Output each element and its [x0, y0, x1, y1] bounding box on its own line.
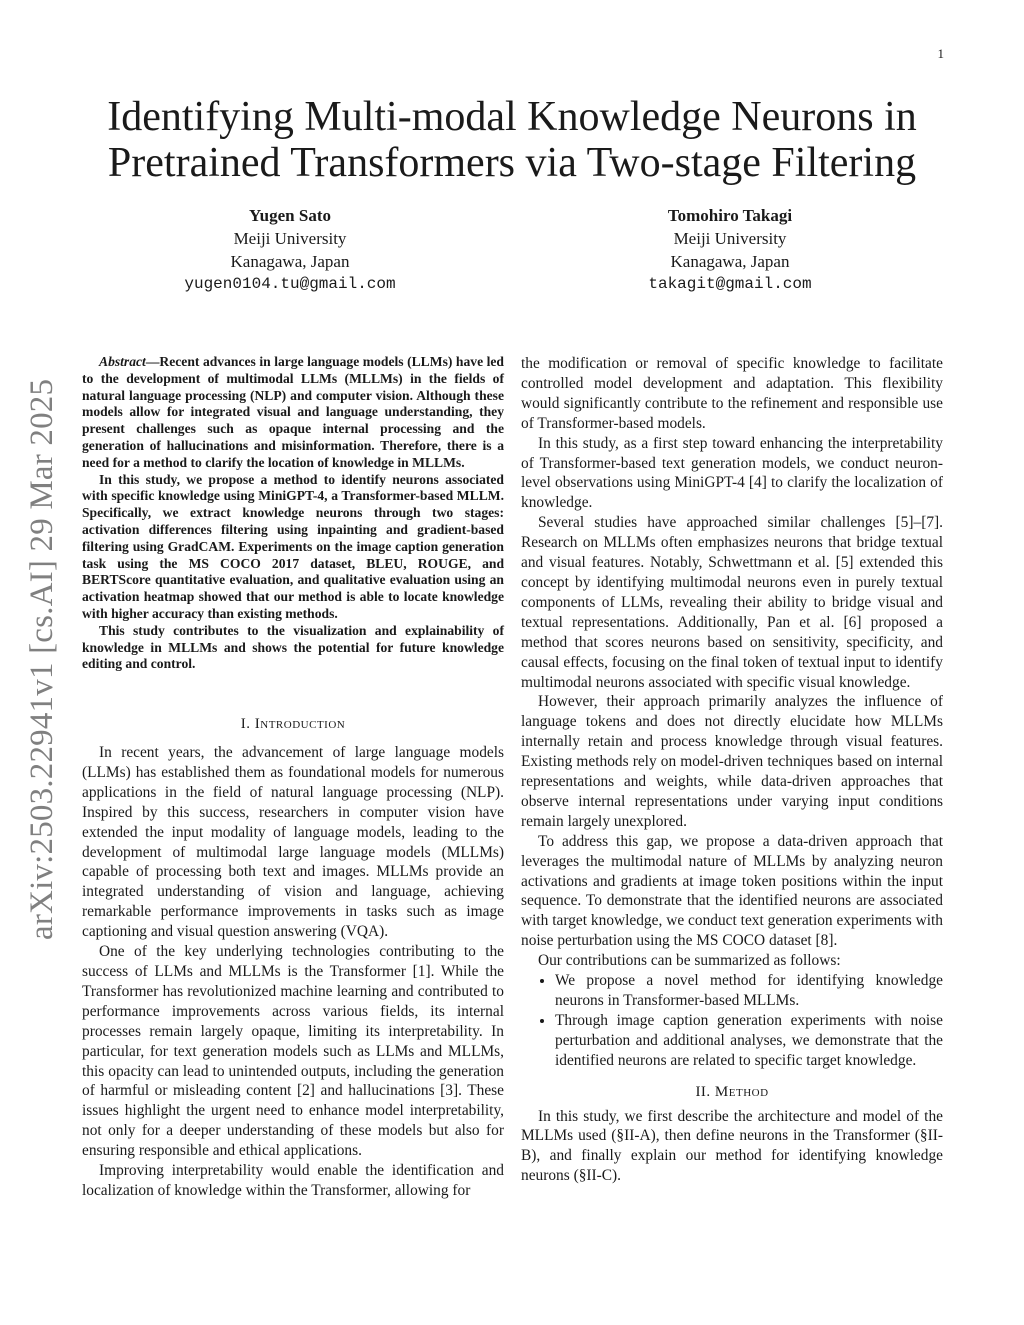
author-email: takagit@gmail.com: [648, 275, 812, 293]
author-name: Yugen Sato: [248, 206, 332, 225]
body-paragraph: However, their approach primarily analyzes the influence of language tokens and does not directly elucidate how MLLMs internally retain and process knowledge through visual features. Existing methods rely on model-driven techniques based on internal representations and weights, while data-driven approaches that observe internal representations under varying input conditions remain largely unexplored.: [521, 693, 943, 830]
list-item: • Through image caption generation experiments with noise perturbation and additional analyses, we demonstrate that the identified neurons are related to specific target knowledge.: [555, 1011, 943, 1071]
body-paragraph: To address this gap, we propose a data-driven approach that leverages the multimodal nature of MLLMs by analyzing neuron activations and gradients at image token positions within the input sequence. To demonstrate that the identified neurons are associated with target knowledge, we conduct text generation experiments with noise perturbation using the MS COCO dataset [8].: [521, 832, 943, 950]
left-column: [82, 354, 504, 1201]
section-heading-method: II. Method: [695, 1083, 769, 1100]
body-paragraph: One of the key underlying technologies contributing to the success of LLMs and MLLMs is the Transformer [1]. While the Transformer has revolutionized machine learning and contributed to performance improvements across various fields, its internal processes remain largely opaque, limiting its interpretability. In particular, for text generation models such as LLMs and MLLMs, this opacity can lead to unintended outputs, including the generation of harmful or misleading content [2] and hallucinations [3]. These issues highlight the urgent need to enhance model interpretability, not only for a deeper understanding of these models but also for ensuring responsible and ethical applications.: [82, 943, 504, 1160]
abstract-label: Abstract: [99, 354, 146, 369]
author-1: [170, 204, 410, 296]
author-location: Kanagawa, Japan: [230, 252, 350, 271]
author-location: Kanagawa, Japan: [670, 252, 790, 271]
abstract-paragraph: This study contributes to the visualization and explainability of knowledge in MLLMs and shows the potential for future knowledge editing and control.: [82, 622, 504, 672]
author-affiliation: Meiji University: [233, 229, 347, 248]
paper-title: Identifying Multi-modal Knowledge Neurons in Pretrained Transformers via Two-stage Filtering: [107, 94, 917, 186]
author-email: yugen0104.tu@gmail.com: [184, 275, 396, 293]
right-column: [521, 354, 943, 1186]
body-paragraph: Our contributions can be summarized as follows:: [538, 952, 841, 970]
author-affiliation: Meiji University: [673, 229, 787, 248]
body-paragraph: the modification or removal of specific knowledge to facilitate controlled model development and adaptation. This flexibility would significantly contribute to the refinement and responsible use of Transformer-based models.: [521, 355, 943, 432]
author-name: Tomohiro Takagi: [667, 206, 793, 225]
section-heading-introduction: I. Introduction: [240, 716, 346, 733]
author-2: [610, 204, 850, 296]
contribution-list: [521, 971, 943, 1071]
body-paragraph: Improving interpretability would enable the identification and localization of knowledge within the Transformer, allowing for: [82, 1162, 504, 1199]
abstract-paragraph: Abstract—Recent advances in large language models (LLMs) have led to the development of multimodal LLMs (MLLMs) in the fields of natural language processing (NLP) and computer vision. Although these models allow for integrated visual and language understanding, they present challenges such as opaque internal processing and the generation of hallucinations and misinformation. Therefore, there is a need for a method to clarify the location of knowledge in MLLMs.: [82, 354, 504, 470]
author-block: [170, 204, 850, 296]
list-item: • We propose a novel method for identifying knowledge neurons in Transformer-based MLLMs.: [555, 971, 943, 1011]
page-number: 1: [937, 46, 944, 61]
body-paragraph: In recent years, the advancement of large language models (LLMs) has established them as foundational models for numerous applications in the field of natural language processing (NLP). Inspired by this success, researchers in computer vision have extended the input modality of language models, leading to the development of multimodal large language models (MLLMs) capable of processing both text and images. MLLMs provide an integrated understanding of vision and language, achieving remarkable performance improvements in tasks such as image captioning and visual question answering (VQA).: [82, 744, 504, 941]
arxiv-identifier: arXiv:2503.22941v1 [cs.AI] 29 Mar 2025: [24, 378, 60, 940]
body-paragraph: Several studies have approached similar challenges [5]–[7]. Research on MLLMs often emphasizes neurons that bridge textual and visual features. Notably, Schwettmann et al. [5] extended this concept by identifying multimodal neurons even in purely textual components of LLMs, revealing their ability to bridge visual and textual representations. Additionally, Pan et al. [6] proposed a method that scores neurons based on sensitivity, specificity, and causal effects, focusing on the final token of textual input to identify multimodal neurons associated with specific visual knowledge.: [521, 514, 943, 691]
abstract-paragraph: In this study, we propose a method to identify neurons associated with specific knowledge using MiniGPT-4, a Transformer-based MLLM. Specifically, we extract knowledge neurons through two stages: activation differences filtering using inpainting and gradient-based filtering using GradCAM. Experiments on the image caption generation task using the MS COCO 2017 dataset, BLEU, ROUGE, and BERTScore quantitative evaluation, and qualitative evaluation using an activation heatmap showed that our method is able to locate knowledge with higher accuracy than existing methods.: [82, 471, 504, 621]
abstract: [82, 354, 504, 673]
body-paragraph: In this study, we first describe the architecture and model of the MLLMs used (§II-A), then define neurons in the Transformer (§II-B), and finally explain our method for identifying knowledge neurons (§II-C).: [521, 1107, 943, 1185]
body-paragraph: In this study, as a first step toward enhancing the interpretability of Transformer-based text generation models, we conduct neuron-level observations using MiniGPT-4 [4] to clarify the localization of knowledge.: [521, 434, 943, 512]
